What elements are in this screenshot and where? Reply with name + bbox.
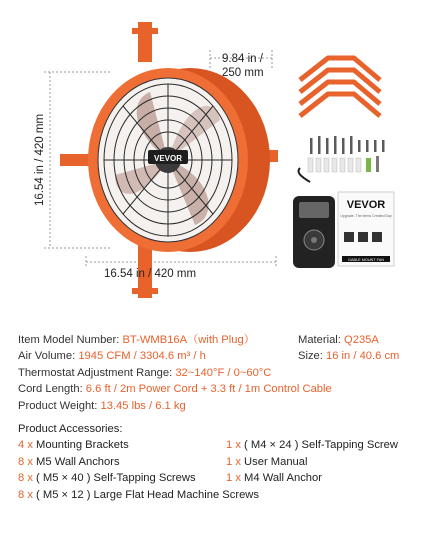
material-label: Material: <box>298 334 341 346</box>
accessory-name: ( M5 × 12 ) Large Flat Head Machine Screws <box>36 488 259 501</box>
accessory-right <box>226 437 398 453</box>
spec-row-model <box>18 332 423 348</box>
width-dim-label: 16.54 in / 420 mm <box>103 268 197 280</box>
accessory-qty: 1 x <box>226 439 241 452</box>
depth-dim-line1: 9.84 in / <box>222 53 263 65</box>
size-value: 16 in / 40.6 cm <box>325 350 400 363</box>
depth-dim-line2: 250 mm <box>222 67 264 79</box>
accessory-row <box>18 470 423 486</box>
thermo-label: Thermostat Adjustment Range: <box>18 366 173 379</box>
accessory-qty: 8 x <box>18 488 33 501</box>
accessory-row <box>18 454 423 470</box>
air-value: 1945 CFM / 3304.6 m³ / h <box>78 350 206 363</box>
weight-value: 13.45 lbs / 6.1 kg <box>100 399 186 412</box>
accessory-qty: 1 x <box>226 472 241 485</box>
air-label: Air Volume: <box>18 350 76 363</box>
accessory-row <box>18 437 423 453</box>
accessory-qty: 8 x <box>18 472 33 485</box>
accessory-name: Mounting Brackets <box>36 439 129 452</box>
accessories-title: Product Accessories: <box>18 422 123 435</box>
accessory-row <box>18 487 423 503</box>
accessory-name: M5 Wall Anchors <box>36 455 120 468</box>
size-label: Size: <box>298 350 323 363</box>
fan-logo: VEVOR <box>153 154 183 163</box>
material-spec <box>298 332 379 348</box>
bracket-set <box>300 58 380 116</box>
weight-label: Product Weight: <box>18 399 98 412</box>
spec-row-air <box>18 348 423 364</box>
accessory-right <box>226 454 307 470</box>
accessory-qty: 4 x <box>18 439 33 452</box>
accessory-name: ( M4 × 24 ) Self-Tapping Screw <box>244 439 398 452</box>
screw-set <box>308 136 385 172</box>
thermostat-controller <box>293 168 335 268</box>
manual-tagline: Upgrade. The Items Created Day <box>340 214 392 218</box>
accessory-qty: 8 x <box>18 455 33 468</box>
accessory-right <box>226 470 322 486</box>
specs-panel <box>18 332 423 503</box>
thermo-value: 32~140°F / 0~60°C <box>175 366 272 379</box>
cord-value: 6.6 ft / 2m Power Cord + 3.3 ft / 1m Control Cable <box>85 383 332 396</box>
manual-brand: VEVOR <box>346 199 386 211</box>
model-value: BT-WMB16A（with Plug） <box>122 334 255 346</box>
accessory-name: User Manual <box>244 455 308 468</box>
manual-title: GABLE MOUNT FAN <box>347 258 385 262</box>
accessory-name: ( M5 × 40 ) Self-Tapping Screws <box>36 472 196 485</box>
spec-row-thermostat <box>18 365 423 381</box>
height-dim-label: 16.54 in / 420 mm <box>34 113 46 207</box>
cord-label: Cord Length: <box>18 383 83 396</box>
top-bracket <box>132 22 158 62</box>
material-value: Q235A <box>344 334 379 346</box>
accessory-qty: 1 x <box>226 455 241 468</box>
spec-row-weight <box>18 398 423 414</box>
accessory-name: M4 Wall Anchor <box>244 472 322 485</box>
model-label: Item Model Number: <box>18 334 120 346</box>
size-spec <box>298 348 399 364</box>
spec-row-cord <box>18 381 423 397</box>
